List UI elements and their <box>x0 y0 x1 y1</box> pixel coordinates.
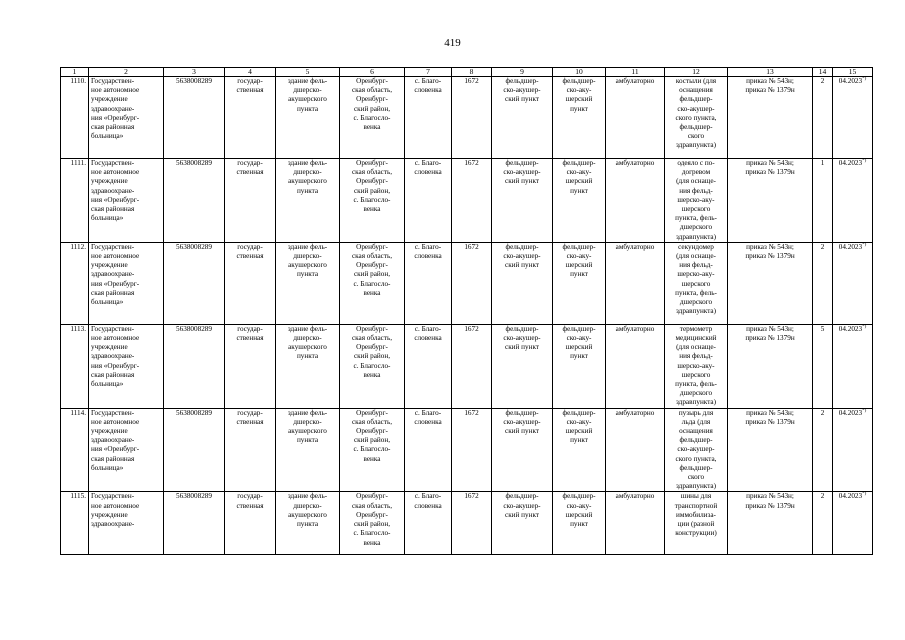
row-number: 1112. <box>70 242 86 251</box>
quantity: 2 <box>820 492 825 501</box>
due-date: 04.2023 <box>838 159 863 167</box>
row-number: 1111. <box>70 159 86 167</box>
code: 1672 <box>464 324 479 333</box>
address: Оренбург- ская область, Оренбург- ский район, с. Благосло- венка <box>351 324 393 379</box>
organization-name: Государствен- ное автономное учреждение здравоохране- ния «Оренбург- ская районная больница» <box>91 77 140 141</box>
table-row <box>61 159 873 243</box>
inn: 5638008289 <box>176 159 212 167</box>
due-date: 04.2023 <box>838 77 863 85</box>
order-reference: приказ № 543н; приказ № 1379н <box>745 324 795 343</box>
care-type: амбулаторно <box>615 408 655 417</box>
column-number: 6 <box>340 68 405 77</box>
column-number-row <box>61 68 873 77</box>
code: 1672 <box>464 77 479 85</box>
locality: с. Благо- словенка <box>414 408 442 426</box>
subunit: фельдшер- ско-аку- шерский пункт <box>562 242 596 279</box>
unit: фельдшер- ско-акушер- ский пункт <box>503 492 541 519</box>
footnote-mark: *) <box>862 324 867 330</box>
locality: с. Благо- словенка <box>414 492 442 510</box>
address: Оренбург- ская область, Оренбург- ский район, с. Благосло- венка <box>351 242 393 297</box>
address: Оренбург- ская область, Оренбург- ский район, с. Благосло- венка <box>351 492 393 547</box>
equipment: шины для транспортной иммобилиза- ции (разной конструкции) <box>674 492 718 538</box>
care-type: амбулаторно <box>615 492 655 501</box>
subunit: фельдшер- ско-аку- шерский пункт <box>562 159 596 195</box>
unit: фельдшер- ско-акушер- ский пункт <box>503 159 541 186</box>
locality: с. Благо- словенка <box>414 242 442 261</box>
building: здание фель- дшерско- акушерского пункта <box>287 324 328 361</box>
due-date: 04.2023 <box>838 242 863 251</box>
ownership-form: государ- ственная <box>236 242 264 261</box>
building: здание фель- дшерско- акушерского пункта <box>287 159 328 195</box>
equipment: секундомер (для оснаще- ния фельд- шерско-аку- шерского пункта, фель- дшерского здравпункта) <box>675 242 717 316</box>
quantity: 2 <box>820 408 825 417</box>
address: Оренбург- ская область, Оренбург- ский район, с. Благосло- венка <box>351 159 393 214</box>
locality: с. Благо- словенка <box>414 159 442 177</box>
quantity: 5 <box>820 324 825 333</box>
equipment: одеяло с по- догревом (для оснаще- ния фельд- шерско-аку- шерского пункта, фель- дшерского здравпункта) <box>675 159 717 241</box>
unit: фельдшер- ско-акушер- ский пункт <box>503 242 541 270</box>
ownership-form: государ- ственная <box>236 408 264 426</box>
footnote-mark: *) <box>862 158 867 164</box>
organization-name: Государствен- ное автономное учреждение здравоохране- ния «Оренбург- ская районная больница» <box>91 159 140 223</box>
equipment: пузырь для льда (для оснащения фельдшер- ско-акушер- ского пункта, фельдшер- ского здравпункта) <box>675 408 717 491</box>
ownership-form: государ- ственная <box>236 77 264 95</box>
address: Оренбург- ская область, Оренбург- ский район, с. Благосло- венка <box>351 77 393 132</box>
order-reference: приказ № 543н; приказ № 1379н <box>745 77 795 95</box>
subunit: фельдшер- ско-аку- шерский пункт <box>562 492 596 529</box>
table-row <box>61 77 873 159</box>
equipment: костыли (для оснащения фельдшер- ско-акушер- ского пункта, фельдшер- ского здравпункта) <box>675 77 717 150</box>
table-row <box>61 324 873 408</box>
column-number: 1 <box>61 68 89 77</box>
due-date: 04.2023 <box>838 492 863 501</box>
order-reference: приказ № 543н; приказ № 1379н <box>745 408 795 426</box>
column-number: 7 <box>405 68 452 77</box>
order-reference: приказ № 543н; приказ № 1379н <box>745 242 795 261</box>
unit: фельдшер- ско-акушер- ский пункт <box>503 324 541 352</box>
inn: 5638008289 <box>176 492 212 501</box>
row-number: 1114. <box>70 408 86 417</box>
column-number: 12 <box>665 68 728 77</box>
column-number: 5 <box>276 68 340 77</box>
inn: 5638008289 <box>176 408 212 417</box>
locality: с. Благо- словенка <box>414 324 442 343</box>
care-type: амбулаторно <box>615 159 655 167</box>
address: Оренбург- ская область, Оренбург- ский район, с. Благосло- венка <box>351 408 393 463</box>
register-table <box>60 67 873 555</box>
organization-name: Государствен- ное автономное учреждение здравоохране- ния «Оренбург- ская районная больница» <box>91 242 140 307</box>
unit: фельдшер- ско-акушер- ский пункт <box>503 77 541 104</box>
inn: 5638008289 <box>176 77 212 85</box>
column-number: 13 <box>728 68 813 77</box>
organization-name: Государствен- ное автономное учреждение здравоохране- ния «Оренбург- ская районная больница» <box>91 324 140 389</box>
subunit: фельдшер- ско-аку- шерский пункт <box>562 77 596 113</box>
ownership-form: государ- ственная <box>236 492 264 510</box>
building: здание фель- дшерско- акушерского пункта <box>287 492 328 529</box>
column-number: 15 <box>833 68 873 77</box>
column-number: 4 <box>225 68 276 77</box>
organization-name: Государствен- ное автономное учреждение здравоохране- ния «Оренбург- ская районная больница» <box>91 408 140 472</box>
inn: 5638008289 <box>176 324 212 333</box>
row-number: 1115. <box>70 492 86 501</box>
ownership-form: государ- ственная <box>236 324 264 343</box>
quantity: 1 <box>820 159 825 167</box>
row-number: 1110. <box>70 77 86 85</box>
column-number: 14 <box>813 68 833 77</box>
order-reference: приказ № 543н; приказ № 1379н <box>745 492 795 510</box>
code: 1672 <box>464 408 479 417</box>
quantity: 2 <box>820 242 825 251</box>
column-number: 9 <box>492 68 553 77</box>
equipment: термометр медицинский (для оснаще- ния фельд- шерско-аку- шерского пункта, фель- дшерского здравпункта) <box>675 324 717 407</box>
due-date: 04.2023 <box>838 324 863 333</box>
unit: фельдшер- ско-акушер- ский пункт <box>503 408 541 436</box>
locality: с. Благо- словенка <box>414 77 442 95</box>
code: 1672 <box>464 159 479 167</box>
table-row <box>61 242 873 324</box>
subunit: фельдшер- ско-аку- шерский пункт <box>562 324 596 361</box>
inn: 5638008289 <box>176 242 212 251</box>
building: здание фель- дшерско- акушерского пункта <box>287 77 328 113</box>
code: 1672 <box>464 492 479 501</box>
row-number: 1113. <box>70 324 86 333</box>
footnote-mark: *) <box>862 76 867 82</box>
care-type: амбулаторно <box>615 77 655 85</box>
subunit: фельдшер- ско-аку- шерский пункт <box>562 408 596 445</box>
footnote-mark: *) <box>862 242 867 248</box>
table-row <box>61 408 873 492</box>
quantity: 2 <box>820 77 825 85</box>
column-number: 8 <box>452 68 492 77</box>
column-number: 3 <box>164 68 225 77</box>
due-date: 04.2023 <box>838 408 863 417</box>
care-type: амбулаторно <box>615 324 655 333</box>
column-number: 2 <box>89 68 164 77</box>
table-row <box>61 492 873 555</box>
organization-name: Государствен- ное автономное учреждение здравоохране- <box>91 492 140 529</box>
footnote-mark: *) <box>862 492 867 498</box>
page-number: 419 <box>444 37 461 49</box>
care-type: амбулаторно <box>615 242 655 251</box>
code: 1672 <box>464 242 479 251</box>
order-reference: приказ № 543н; приказ № 1379н <box>745 159 795 177</box>
building: здание фель- дшерско- акушерского пункта <box>287 408 328 445</box>
column-number: 11 <box>606 68 665 77</box>
ownership-form: государ- ственная <box>236 159 264 177</box>
column-number: 10 <box>553 68 606 77</box>
footnote-mark: *) <box>862 408 867 414</box>
building: здание фель- дшерско- акушерского пункта <box>287 242 328 279</box>
